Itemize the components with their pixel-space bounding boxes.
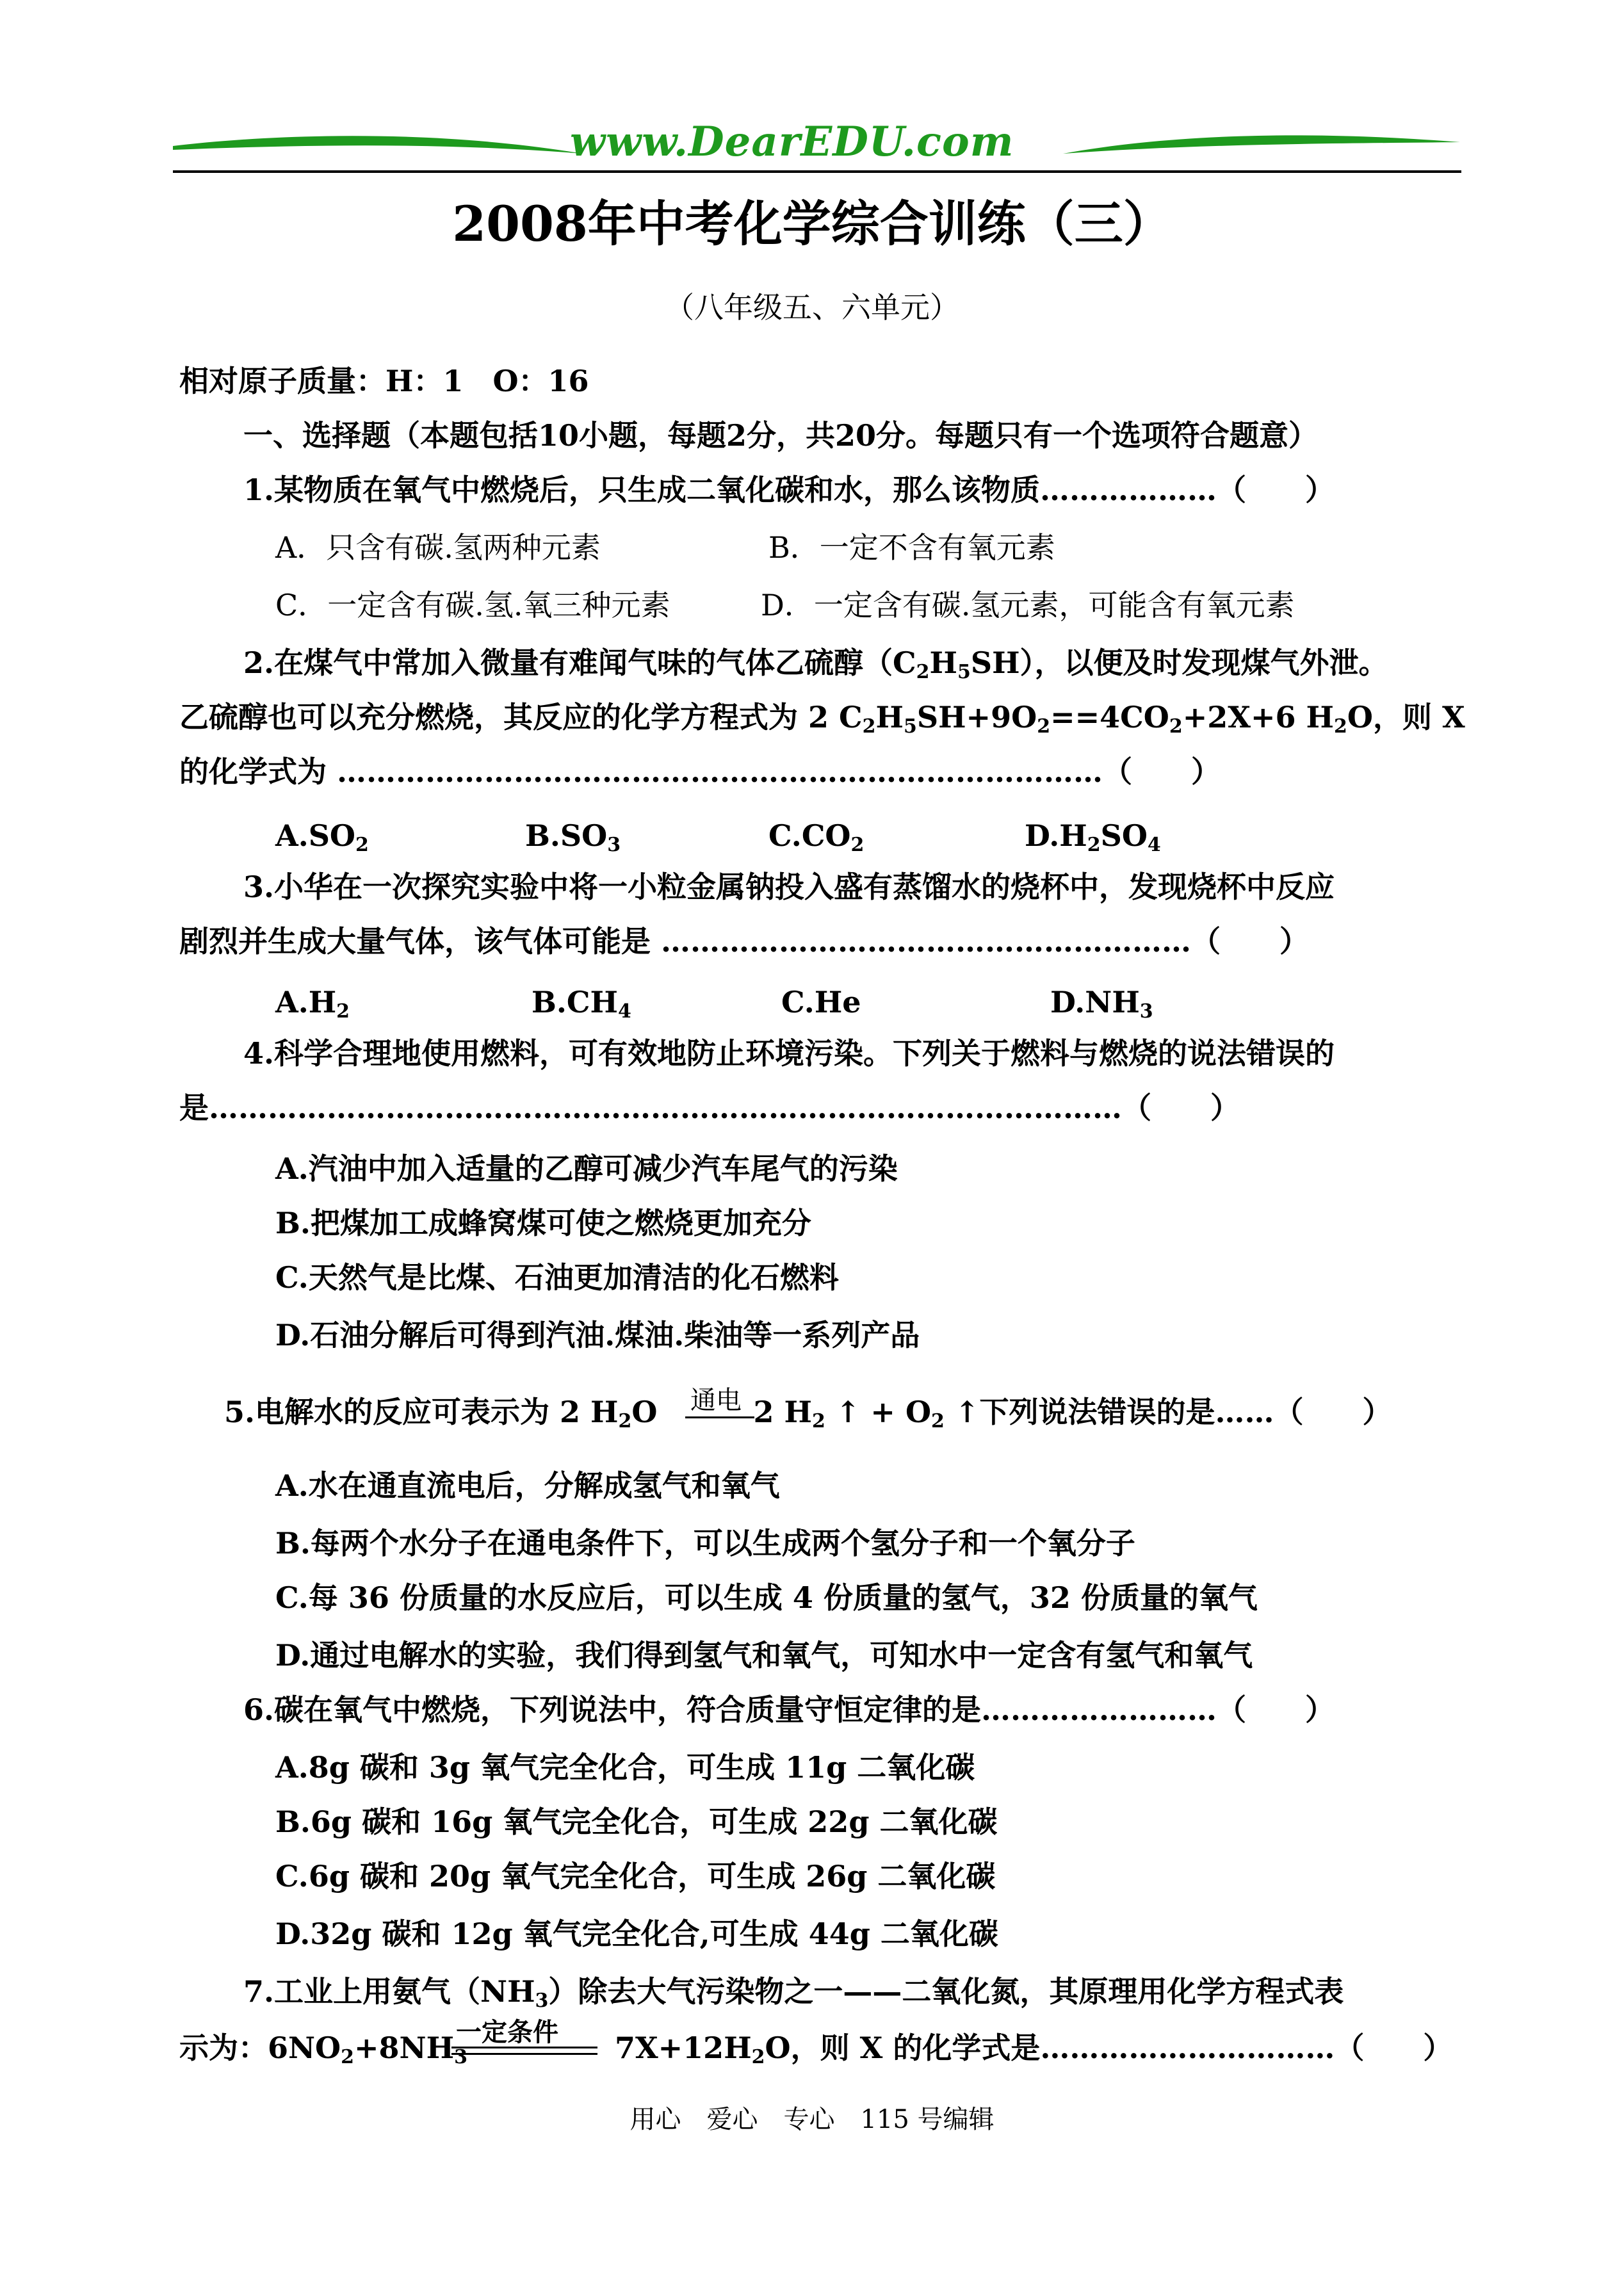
q4-option-a: A.汽油中加入适量的乙醇可减少汽车尾气的污染 <box>275 1151 898 1186</box>
q7-condition-label: 一定条件 <box>456 2017 558 2047</box>
q6-option-b: B.6g 碳和 16g 氧气完全化合，可生成 22g 二氧化碳 <box>275 1804 998 1839</box>
q4-option-b: B.把煤加工成蜂窝煤可使之燃烧更加充分 <box>275 1206 811 1240</box>
q6-option-c: C.6g 碳和 20g 氧气完全化合，可生成 26g 二氧化碳 <box>275 1859 996 1894</box>
page-title: 2008年中考化学综合训练（三） <box>452 195 1172 252</box>
q1-option-b: B．一定不含有氧元素 <box>768 530 1055 565</box>
site-logo-text: www.DearEDU.com <box>570 118 1014 166</box>
q6-stem: 6.碳在氧气中燃烧，下列说法中，符合质量守恒定律的是……………………（ ） <box>243 1692 1335 1727</box>
q5-option-b: B.每两个水分子在通电条件下，可以生成两个氢分子和一个氧分子 <box>275 1526 1135 1561</box>
q1-stem: 1.某物质在氧气中燃烧后，只生成二氧化碳和水，那么该物质………………（ ） <box>243 473 1335 507</box>
q3-stem-line1: 3.小华在一次探究实验中将一小粒金属钠投入盛有蒸馏水的烧杯中，发现烧杯中反应 <box>243 870 1335 904</box>
page-footer: 用心 爱心 专心 115 号编辑 <box>629 2105 995 2134</box>
page-subtitle: （八年级五、六单元） <box>665 290 959 325</box>
green-swoosh-left <box>173 128 583 160</box>
q7-equals-top <box>451 2047 597 2048</box>
q2-stem-line3: 的化学式为 ……………………………………………………………………（ ） <box>179 754 1221 789</box>
q2-stem-line1: 2.在煤气中常加入微量有难闻气味的气体乙硫醇$(C_2H_5SH)$，以便及时发现煤气外泄。 <box>243 645 1388 683</box>
q3-option-a: $A.H_2$ <box>275 985 350 1023</box>
q4-option-c: C.天然气是比煤、石油更加清洁的化石燃料 <box>275 1260 839 1295</box>
q7-stem-line1: 7.工业上用氨气$(NH_3)$除去大气污染物之一——二氧化氮，其原理用化学方程式表 <box>243 1974 1344 2012</box>
green-swoosh-right <box>1063 128 1460 160</box>
q1-option-c: C．一定含有碳.氢.氧三种元素 <box>275 588 670 622</box>
q2-option-b: $B.SO_3$ <box>525 818 621 856</box>
q6-option-a: A.8g 碳和 3g 氧气完全化合，可生成 11g 二氧化碳 <box>275 1750 975 1785</box>
q4-option-d: D.石油分解后可得到汽油.煤油.柴油等一系列产品 <box>275 1318 920 1352</box>
q3-option-d: $D.NH_3$ <box>1050 985 1153 1023</box>
q3-option-b: $B.CH_4$ <box>532 985 631 1023</box>
q2-option-d: $D.H_2SO_4$ <box>1025 818 1161 856</box>
atomic-mass-line: 相对原子质量：H：1 O：16 <box>179 364 589 398</box>
section-heading: 一、选择题（本题包括10小题，每题2分，共20分。每题只有一个选项符合题意） <box>243 418 1319 453</box>
q2-stem-line2: 乙硫醇也可以充分燃烧，其反应的化学方程式为 2 $C_2H_5SH+9O_2==4CO_2+2X+6$ $H_2O$，则 X <box>179 700 1465 738</box>
q1-option-d: D．一定含有碳.氢元素，可能含有氧元素 <box>761 588 1295 622</box>
q1-option-a: A．只含有碳.氢两种元素 <box>275 530 601 565</box>
q5-option-d: D.通过电解水的实验，我们得到氢气和氧气，可知水中一定含有氢气和氧气 <box>275 1638 1253 1673</box>
q4-stem-line1: 4.科学合理地使用燃料，可有效地防止环境污染。下列关于燃料与燃烧的说法错误的 <box>243 1036 1335 1071</box>
q5-condition-bar <box>685 1416 754 1418</box>
q3-option-c: C.He <box>781 985 861 1019</box>
header-rule <box>173 170 1461 173</box>
q7-stem-line2: 示为：$6NO_2+8NH_3$ $7X+12H_2O$，则 X 的化学式是…………………………（ ） <box>179 2031 1453 2068</box>
q6-option-d: D.32g 碳和 12g 氧气完全化合,可生成 44g 二氧化碳 <box>275 1917 998 1951</box>
q5-condition-label: 通电 <box>690 1386 742 1415</box>
q3-stem-line2: 剧烈并生成大量气体，该气体可能是 ………………………………………………（ ） <box>179 924 1310 959</box>
q7-equals-bottom <box>451 2053 597 2055</box>
q4-stem-line2: 是…………………………………………………………………………………（ ） <box>179 1091 1240 1125</box>
q5-option-c: C.每 36 份质量的水反应后，可以生成 4 份质量的氢气，32 份质量的氧气 <box>275 1580 1258 1615</box>
q5-option-a: A.水在通直流电后，分解成氢气和氧气 <box>275 1468 780 1503</box>
q2-option-c: $C.CO_2$ <box>768 818 865 856</box>
q5-stem: 5.电解水的反应可表示为 2 $H_2O$ 2 $H_2$ ↑ + $O_2$ ↑下列说法错误的是……（ ） <box>224 1395 1392 1432</box>
q2-option-a: $A.SO_2$ <box>275 818 369 856</box>
